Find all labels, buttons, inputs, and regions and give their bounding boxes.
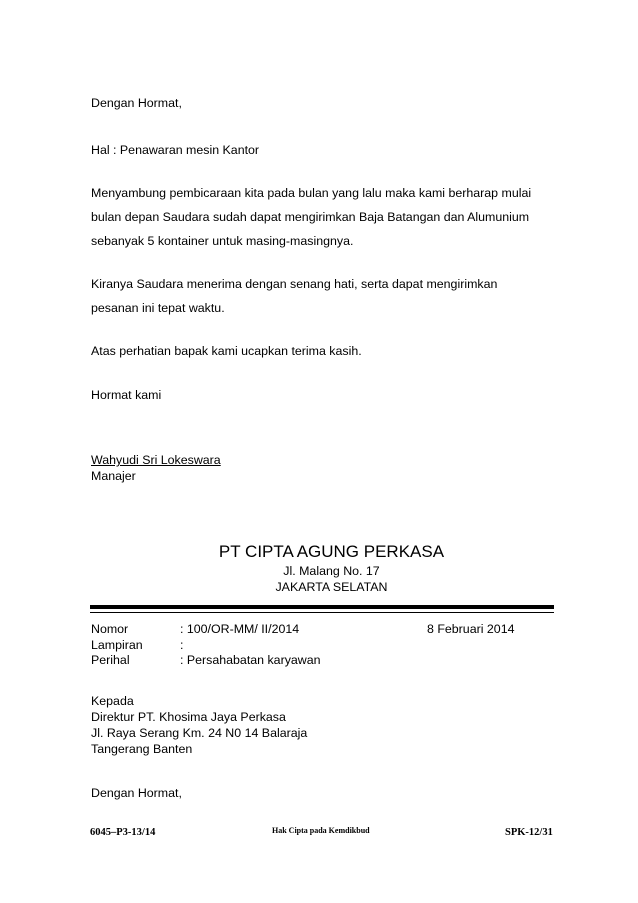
letterhead-rule-thin	[90, 612, 554, 613]
paragraph-line: sebanyak 5 kontainer untuk masing-masingnya.	[91, 234, 354, 248]
field-label: Perihal	[91, 653, 130, 667]
letterhead-rule-thick	[90, 605, 554, 609]
paragraph-line: bulan depan Saudara sudah dapat mengirimkan Baja Batangan dan Alumunium	[91, 210, 530, 224]
field-value: : Persahabatan karyawan	[180, 653, 321, 667]
company-name: PT CIPTA AGUNG PERKASA	[218, 542, 445, 561]
greeting: Dengan Hormat,	[91, 96, 182, 110]
greeting: Dengan Hormat,	[91, 786, 182, 800]
recipient-line: Kepada	[91, 694, 134, 708]
paragraph-line: Kiranya Saudara menerima dengan senang hati, serta dapat mengirimkan	[91, 277, 498, 291]
closing-paragraph: Atas perhatian bapak kami ucapkan terima kasih.	[91, 344, 362, 358]
company-city: JAKARTA SELATAN	[275, 580, 388, 594]
signer-title: Manajer	[91, 469, 136, 483]
field-label: Lampiran	[91, 638, 143, 652]
paragraph-line: pesanan ini tepat waktu.	[91, 301, 225, 315]
closing-salutation: Hormat kami	[91, 388, 162, 402]
field-value: : 100/OR-MM/ II/2014	[180, 622, 300, 636]
recipient-line: Jl. Raya Serang Km. 24 N0 14 Balaraja	[91, 726, 308, 740]
subject-line: Hal : Penawaran mesin Kantor	[91, 143, 260, 157]
paragraph-line: Menyambung pembicaraan kita pada bulan yang lalu maka kami berharap mulai	[91, 186, 532, 200]
company-address: Jl. Malang No. 17	[283, 564, 380, 578]
letter-date: 8 Februari 2014	[427, 622, 515, 636]
field-value: :	[180, 638, 184, 652]
footer-code: 6045–P3-13/14	[90, 827, 156, 838]
footer-copyright: Hak Cipta pada Kemdikbud	[272, 826, 370, 835]
recipient-line: Direktur PT. Khosima Jaya Perkasa	[91, 710, 286, 724]
field-label: Nomor	[91, 622, 129, 636]
signer-name: Wahyudi Sri Lokeswara	[91, 453, 221, 467]
footer-page-code: SPK-12/31	[505, 827, 553, 838]
recipient-line: Tangerang Banten	[91, 742, 193, 756]
